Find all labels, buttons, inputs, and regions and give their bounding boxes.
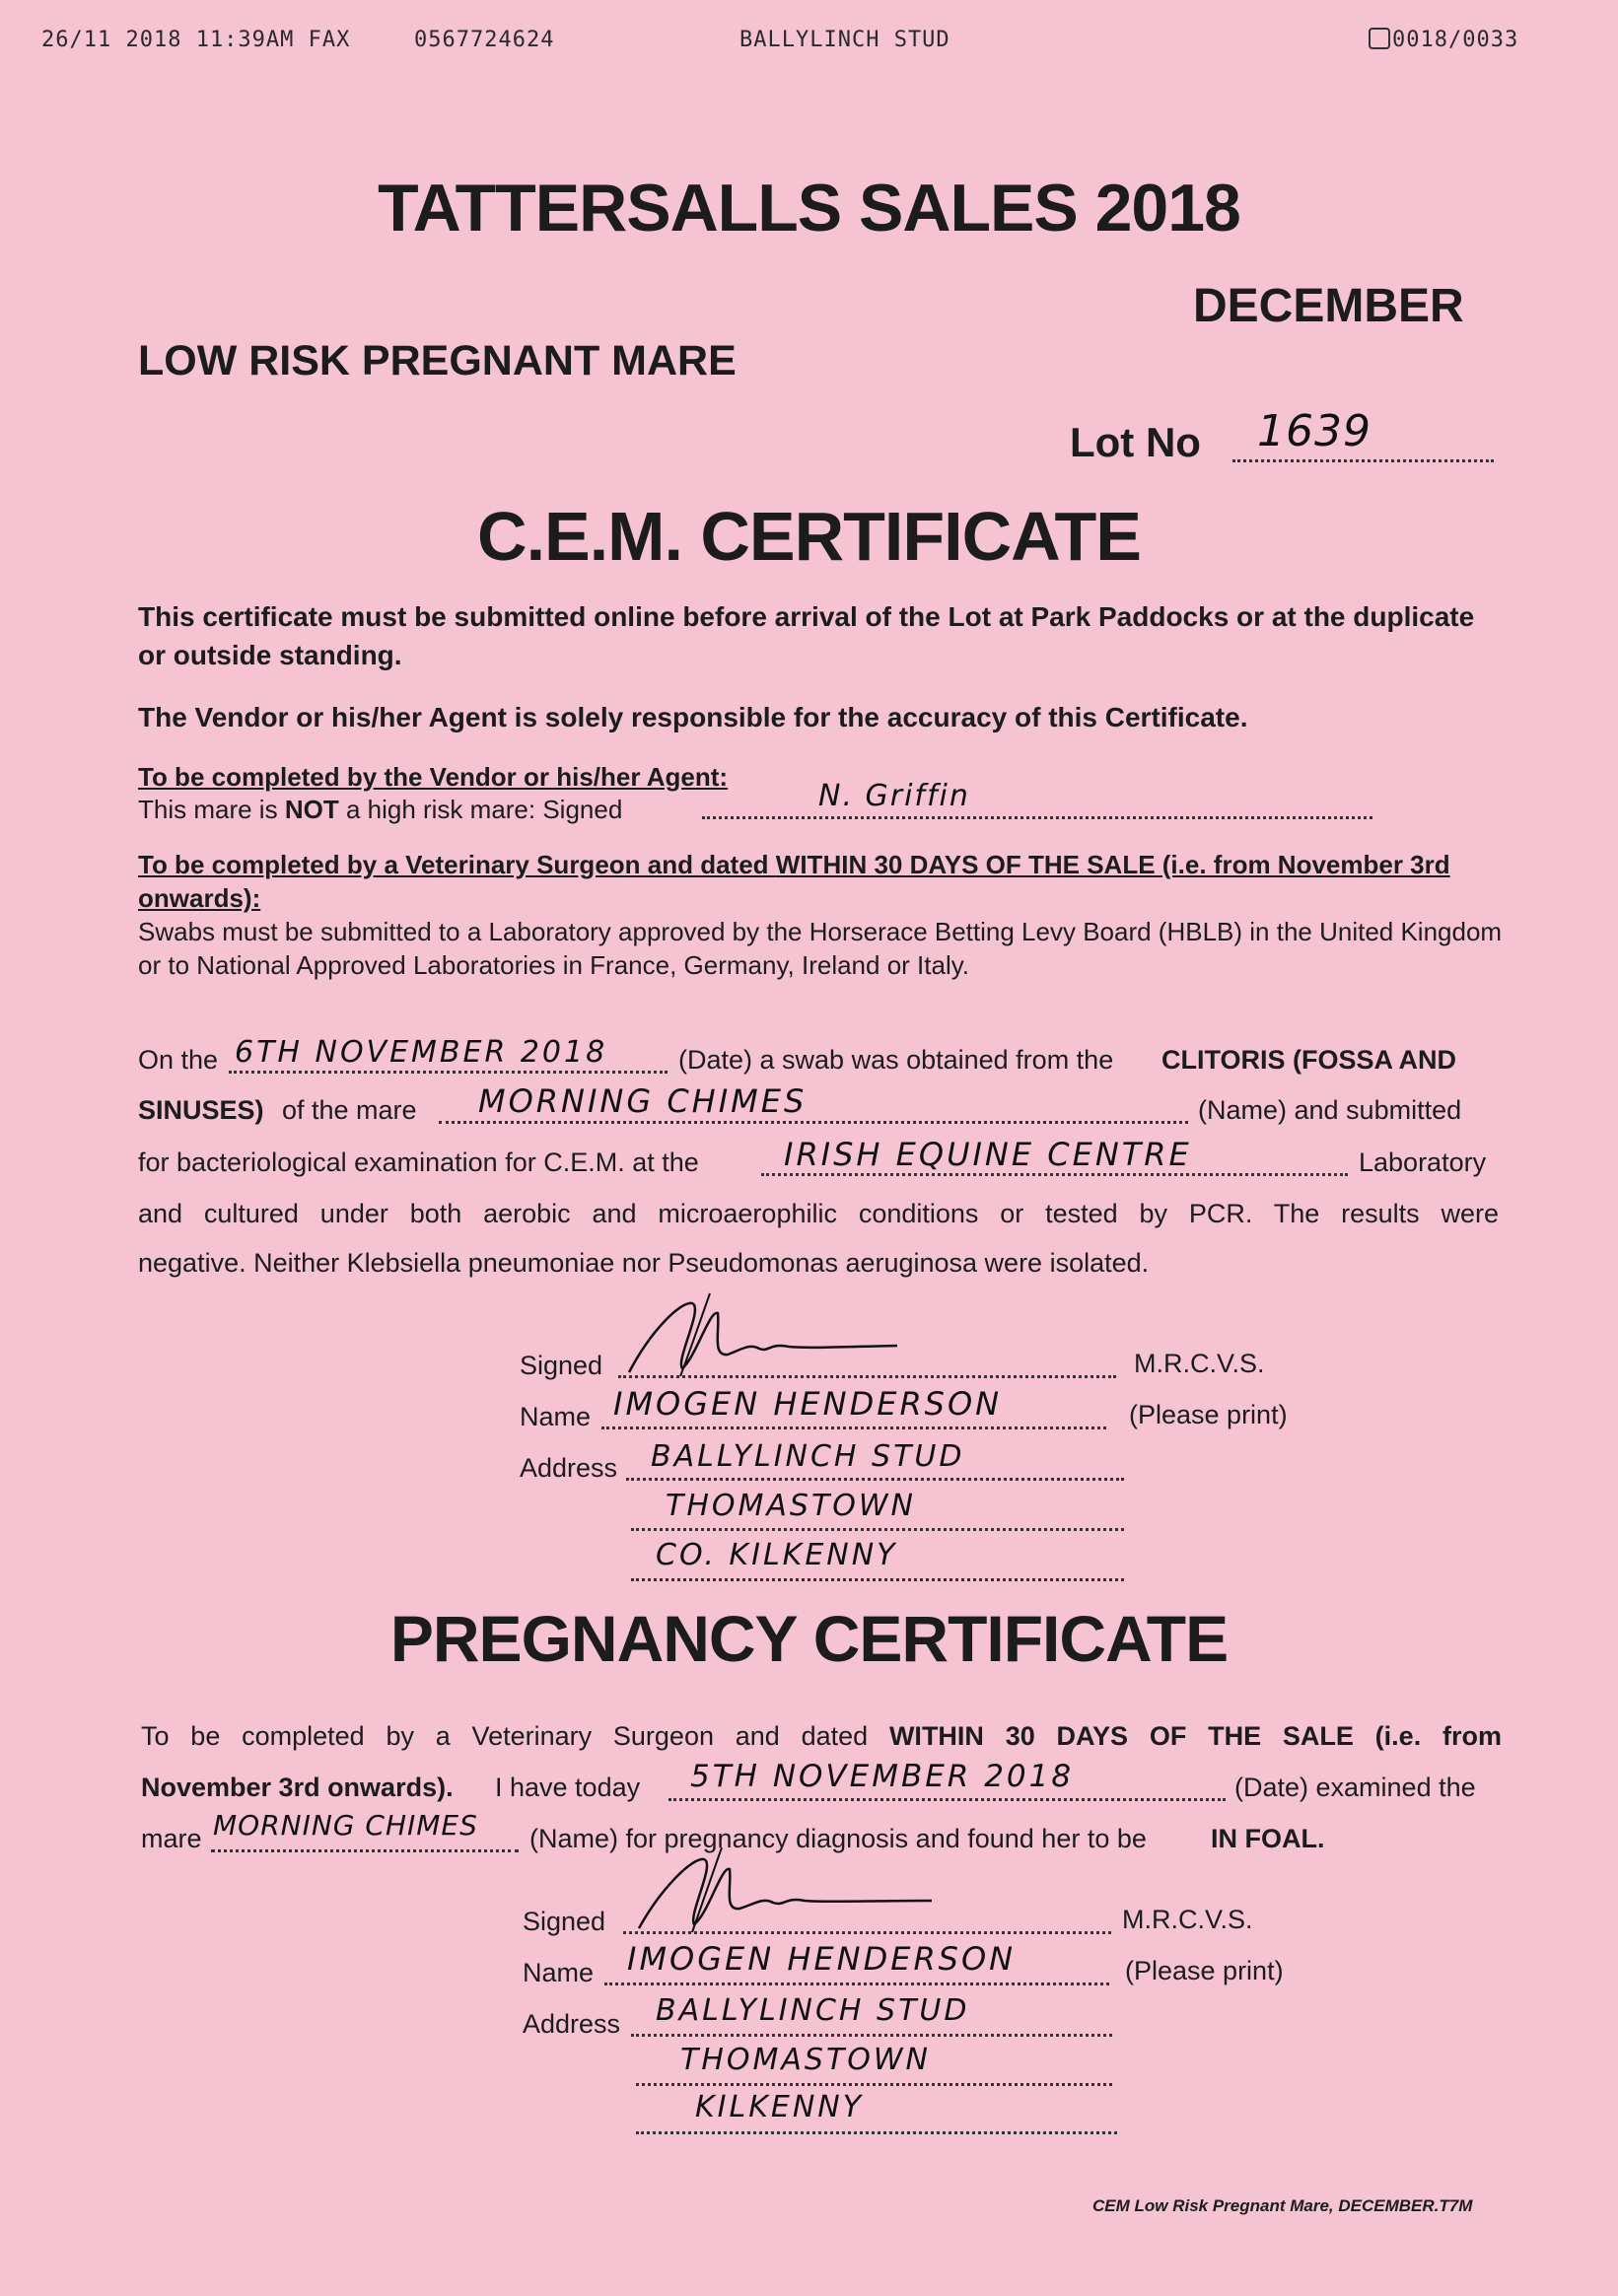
cem-name-dotline bbox=[601, 1426, 1106, 1429]
fax-datetime: 26/11 2018 11:39AM FAX bbox=[41, 28, 351, 52]
mare-name-dotline bbox=[439, 1121, 1188, 1124]
cem-address-dotline-2 bbox=[631, 1528, 1124, 1531]
laboratory-label: Laboratory bbox=[1359, 1148, 1487, 1177]
cem-heading: C.E.M. CERTIFICATE bbox=[477, 498, 1141, 575]
lot-number: 1639 bbox=[1257, 406, 1372, 456]
cem-address-dotline-3 bbox=[631, 1578, 1124, 1581]
lab-name-dotline bbox=[761, 1173, 1348, 1176]
preg-vet-signature bbox=[631, 1845, 947, 1934]
bacterio-label: for bacteriological examination for C.E.M. at the bbox=[138, 1148, 699, 1177]
negative-text: negative. Neither Klebsiella pneumoniae nor Pseudomonas aeruginosa were isolated. bbox=[138, 1248, 1150, 1278]
preg-line-3-b: (Name) for pregnancy diagnosis and found her to be bbox=[529, 1824, 1147, 1853]
preg-address-dotline-1 bbox=[631, 2034, 1112, 2037]
sale-name: DECEMBER bbox=[1193, 280, 1464, 332]
cem-mrcvs: M.R.C.V.S. bbox=[1134, 1349, 1265, 1378]
cem-intro: This certificate must be submitted online before arrival of the Lot at Park Paddocks or at the duplicate or outside standing. bbox=[138, 601, 1475, 670]
fax-page-icon bbox=[1369, 28, 1390, 49]
preg-address-line-2: THOMASTOWN bbox=[680, 2043, 931, 2077]
sinuses-label: SINUSES) bbox=[138, 1095, 264, 1125]
preg-line-1 bbox=[141, 1723, 1502, 1750]
vendor-signature: N. Griffin bbox=[818, 779, 970, 813]
preg-line-2-c: (Date) examined the bbox=[1234, 1773, 1476, 1802]
of-the-mare-label: of the mare bbox=[282, 1095, 417, 1125]
cem-address-line-3: CO. KILKENNY bbox=[656, 1538, 898, 1572]
cem-address-line-2: THOMASTOWN bbox=[666, 1489, 916, 1523]
vendor-heading: To be completed by the Vendor or his/her Agent: bbox=[138, 762, 729, 792]
fax-sender: BALLYLINCH STUD bbox=[739, 28, 950, 52]
cem-mare-name: MORNING CHIMES bbox=[478, 1082, 808, 1120]
swab-date-suffix: (Date) a swab was obtained from the bbox=[678, 1045, 1114, 1075]
preg-date-dotline bbox=[668, 1798, 1226, 1801]
swab-date: 6TH NOVEMBER 2018 bbox=[235, 1035, 608, 1070]
vendor-line-not: NOT bbox=[284, 795, 339, 824]
preg-address-label: Address bbox=[523, 2009, 621, 2039]
preg-name-dotline bbox=[604, 1983, 1109, 1985]
fax-page bbox=[1369, 28, 1518, 52]
swab-note: Swabs must be submitted to a Laboratory approved by the Horserace Betting Levy Board (HBLB) in the United Kingdom or to National Approved Laboratories in France, Germany, Ireland or Italy. bbox=[138, 917, 1503, 980]
lab-name: IRISH EQUINE CENTRE bbox=[784, 1136, 1192, 1173]
swab-date-dotline bbox=[229, 1071, 668, 1074]
cem-vet-signature bbox=[621, 1291, 917, 1380]
cem-address-line-1: BALLYLINCH STUD bbox=[651, 1439, 965, 1474]
clitoris-label: CLITORIS (FOSSA AND bbox=[1161, 1045, 1457, 1075]
vet-heading bbox=[138, 848, 1499, 915]
vendor-note: The Vendor or his/her Agent is solely responsible for the accuracy of this Certificate. bbox=[138, 702, 1248, 732]
preg-mare-dotline bbox=[211, 1849, 519, 1852]
vendor-signature-dotline bbox=[702, 816, 1372, 819]
preg-address-line-3: KILKENNY bbox=[695, 2090, 865, 2124]
cultured-text: and cultured under both aerobic and microaerophilic conditions or tested by PCR. The results were bbox=[138, 1199, 1499, 1228]
preg-line-1-a: To be completed by a Veterinary Surgeon and dated bbox=[141, 1721, 869, 1751]
preg-please-print: (Please print) bbox=[1125, 1956, 1284, 1985]
vet-heading-b: WITHIN 30 DAYS OF THE SALE (i.e. from November 3rd onwards): bbox=[138, 850, 1450, 913]
cem-address-dotline-1 bbox=[626, 1478, 1124, 1481]
footer-code: CEM Low Risk Pregnant Mare, DECEMBER.T7M bbox=[1092, 2196, 1473, 2215]
preg-line-3-a: mare bbox=[141, 1824, 202, 1853]
cem-signed-label: Signed bbox=[520, 1351, 603, 1380]
vendor-line-a: This mare is bbox=[138, 795, 278, 824]
fax-page-number: 0018/0033 bbox=[1392, 28, 1519, 52]
preg-mrcvs: M.R.C.V.S. bbox=[1122, 1905, 1253, 1934]
preg-address-line-1: BALLYLINCH STUD bbox=[656, 1993, 970, 2028]
preg-line-1-b: WITHIN 30 DAYS OF THE SALE (i.e. from bbox=[888, 1721, 1502, 1751]
category-title: LOW RISK PREGNANT MARE bbox=[138, 337, 737, 384]
preg-date: 5TH NOVEMBER 2018 bbox=[690, 1759, 1075, 1794]
preg-address-dotline-3 bbox=[636, 2131, 1117, 2134]
preg-name-label: Name bbox=[523, 1958, 595, 1987]
cem-vet-name: IMOGEN HENDERSON bbox=[613, 1385, 1003, 1423]
fax-number: 0567724624 bbox=[414, 28, 555, 52]
cem-please-print: (Please print) bbox=[1129, 1400, 1288, 1429]
pregnancy-heading: PREGNANCY CERTIFICATE bbox=[389, 1602, 1229, 1675]
preg-vet-name: IMOGEN HENDERSON bbox=[627, 1940, 1017, 1978]
name-submitted-label: (Name) and submitted bbox=[1198, 1095, 1462, 1125]
cem-name-label: Name bbox=[520, 1402, 592, 1431]
preg-line-2-a: November 3rd onwards). bbox=[141, 1773, 454, 1802]
preg-mare-name: MORNING CHIMES bbox=[213, 1809, 478, 1842]
vendor-line bbox=[138, 792, 622, 827]
cem-address-label: Address bbox=[520, 1453, 618, 1483]
page-title: TATTERSALLS SALES 2018 bbox=[378, 171, 1240, 245]
lot-dotline bbox=[1232, 459, 1494, 462]
preg-line-2-b: I have today bbox=[495, 1773, 641, 1802]
on-the-label: On the bbox=[138, 1045, 219, 1075]
lot-label: Lot No bbox=[1070, 419, 1201, 465]
preg-in-foal: IN FOAL. bbox=[1211, 1824, 1325, 1853]
vendor-line-b: a high risk mare: Signed bbox=[345, 795, 623, 824]
preg-signed-label: Signed bbox=[523, 1907, 606, 1936]
preg-address-dotline-2 bbox=[636, 2083, 1112, 2086]
vet-heading-a: To be completed by a Veterinary Surgeon and dated bbox=[138, 850, 769, 879]
